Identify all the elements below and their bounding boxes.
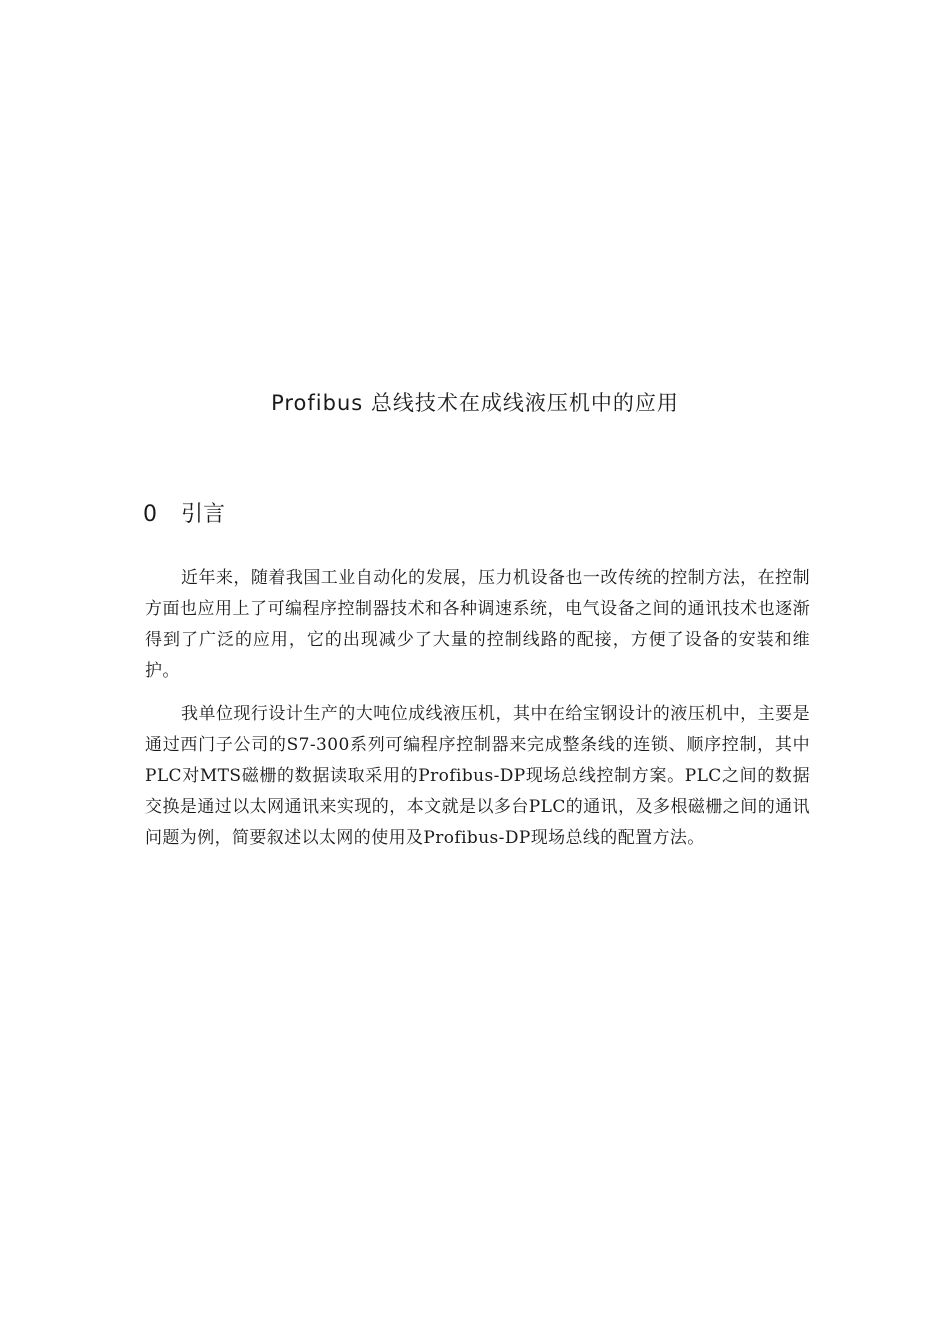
section-heading [143,500,225,530]
section-number: 0 [143,502,157,527]
body-text [145,563,810,866]
document-title: Profibus 总线技术在成线液压机中的应用 [271,391,679,415]
paragraph-application: 我单位现行设计生产的大吨位成线液压机，其中在给宝钢设计的液压机中，主要是通过西门子公司的S7-300系列可编程序控制器来完成整条线的连锁、顺序控制，其中PLC对MTS磁栅的数据读取采用的Profibus-DP现场总线控制方案。PLC之间的数据交换是通过以太网通讯来实现的，本文就是以多台PLC的通讯，及多根磁栅之间的通讯问题为例，简要叙述以太网的使用及Profibus-DP现场总线的配置方法。 [145,704,810,848]
section-title: 引言 [181,502,226,527]
paragraph-intro: 近年来，随着我国工业自动化的发展，压力机设备也一改传统的控制方法，在控制方面也应用上了可编程序控制器技术和各种调速系统，电气设备之间的通讯技术也逐渐得到了广泛的应用，它的出现减少了大量的控制线路的配接，方便了设备的安装和维护。 [145,568,810,681]
